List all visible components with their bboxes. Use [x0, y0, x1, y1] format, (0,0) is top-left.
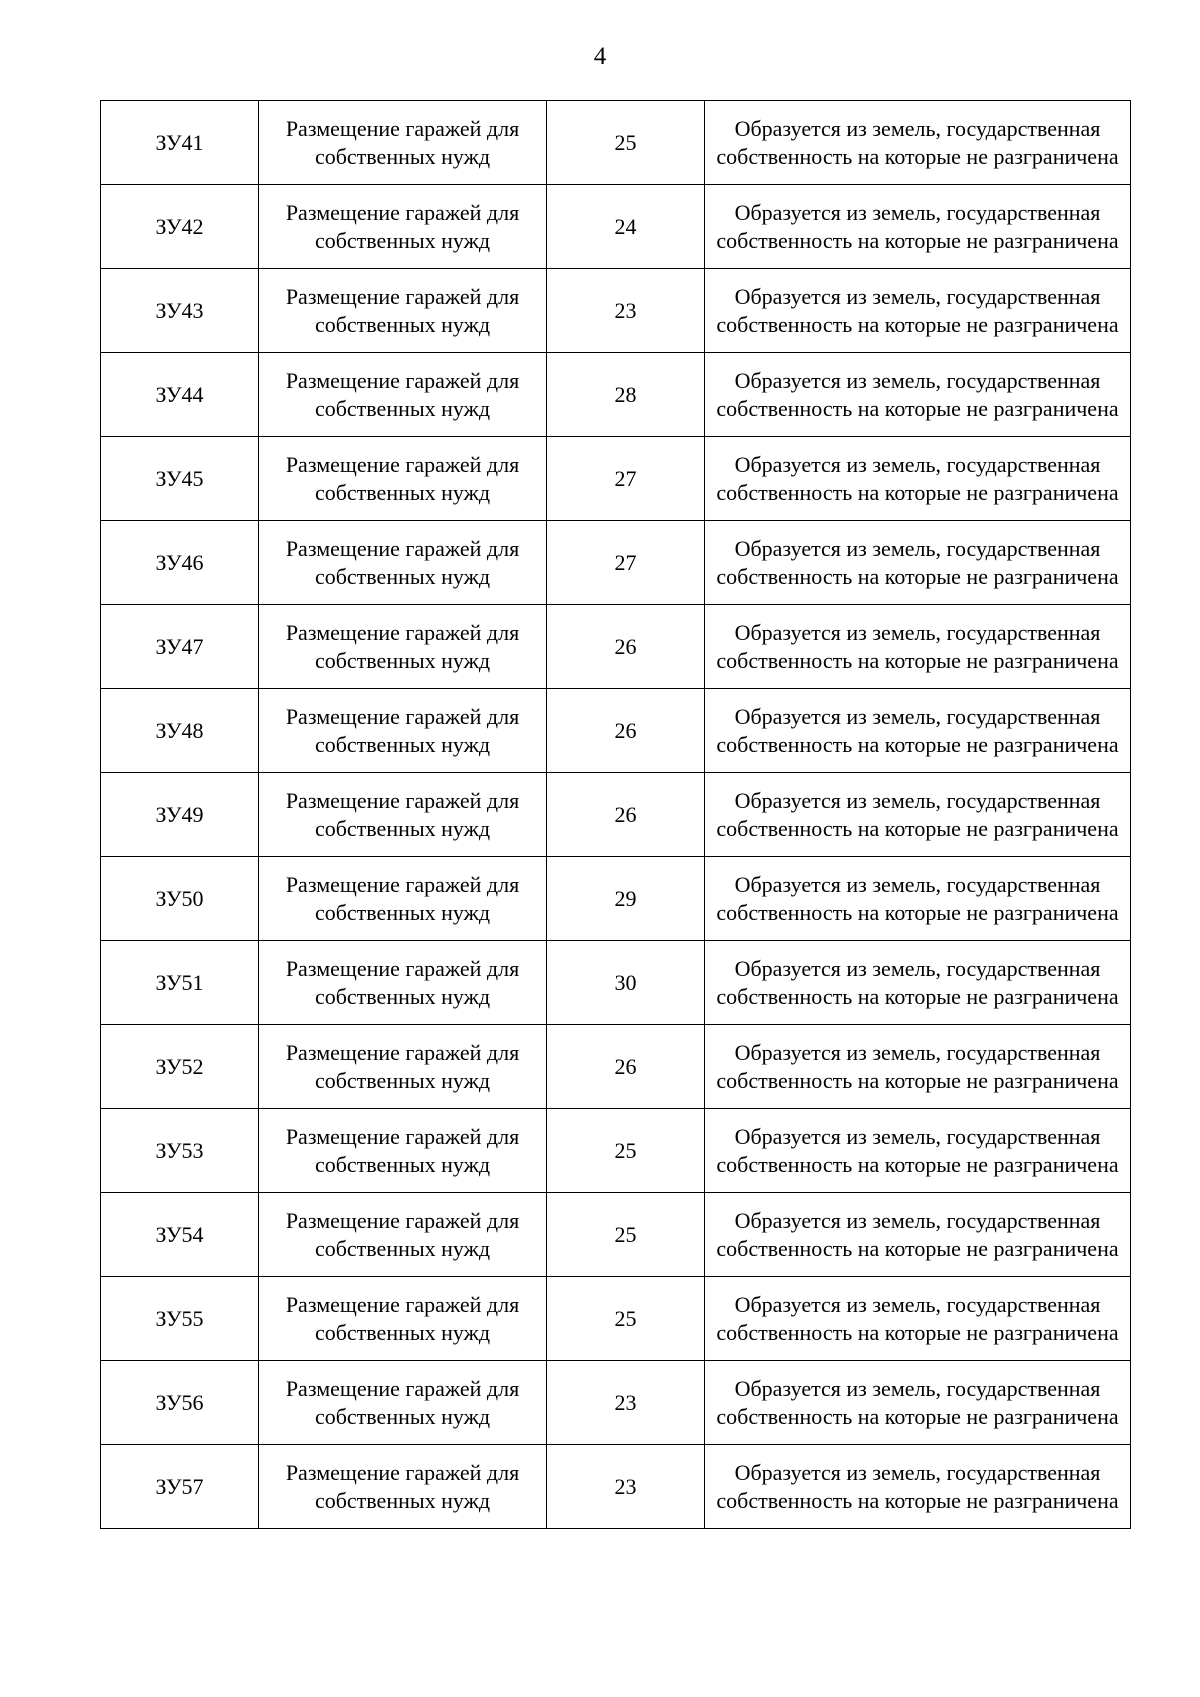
parcel-id-cell-text: ЗУ56 — [155, 1389, 204, 1415]
formation-source-cell-text: Образуется из земель, государственная собственность на которые не разграничена — [716, 619, 1119, 673]
permitted-use-cell-text: Размещение гаражей для собственных нужд — [285, 283, 520, 337]
permitted-use-cell — [259, 269, 547, 353]
permitted-use-cell — [259, 185, 547, 269]
area-cell — [547, 1193, 705, 1277]
land-parcels-table — [100, 100, 1131, 1529]
area-cell — [547, 1361, 705, 1445]
permitted-use-cell-text: Размещение гаражей для собственных нужд — [285, 1123, 520, 1177]
formation-source-cell-text: Образуется из земель, государственная собственность на которые не разграничена — [716, 1207, 1119, 1261]
formation-source-cell — [705, 857, 1131, 941]
parcel-id-cell — [101, 1445, 259, 1529]
permitted-use-cell-text: Размещение гаражей для собственных нужд — [285, 1291, 520, 1345]
parcel-id-cell — [101, 269, 259, 353]
formation-source-cell-text: Образуется из земель, государственная собственность на которые не разграничена — [716, 1123, 1119, 1177]
table-row — [101, 1109, 1131, 1193]
permitted-use-cell — [259, 857, 547, 941]
parcel-id-cell — [101, 689, 259, 773]
parcel-id-cell-text: ЗУ42 — [155, 213, 204, 239]
permitted-use-cell-text: Размещение гаражей для собственных нужд — [285, 787, 520, 841]
area-cell — [547, 437, 705, 521]
table-row — [101, 1277, 1131, 1361]
area-cell-text: 26 — [614, 801, 637, 827]
formation-source-cell — [705, 689, 1131, 773]
table-row — [101, 353, 1131, 437]
permitted-use-cell-text: Размещение гаражей для собственных нужд — [285, 451, 520, 505]
page-number: 4 — [593, 43, 607, 70]
area-cell-text: 25 — [614, 1221, 637, 1247]
permitted-use-cell-text: Размещение гаражей для собственных нужд — [285, 1039, 520, 1093]
area-cell-text: 26 — [614, 717, 637, 743]
parcel-id-cell — [101, 353, 259, 437]
formation-source-cell — [705, 1025, 1131, 1109]
area-cell — [547, 353, 705, 437]
permitted-use-cell — [259, 1193, 547, 1277]
area-cell-text: 26 — [614, 633, 637, 659]
formation-source-cell — [705, 1277, 1131, 1361]
parcel-id-cell-text: ЗУ44 — [155, 381, 204, 407]
area-cell — [547, 773, 705, 857]
parcel-id-cell — [101, 185, 259, 269]
table-row — [101, 605, 1131, 689]
parcel-id-cell — [101, 1193, 259, 1277]
formation-source-cell — [705, 185, 1131, 269]
parcel-id-cell-text: ЗУ45 — [155, 465, 204, 491]
parcel-id-cell-text: ЗУ47 — [155, 633, 204, 659]
area-cell-text: 27 — [614, 465, 637, 491]
area-cell-text: 23 — [614, 1389, 637, 1415]
permitted-use-cell-text: Размещение гаражей для собственных нужд — [285, 1207, 520, 1261]
permitted-use-cell-text: Размещение гаражей для собственных нужд — [285, 871, 520, 925]
parcel-id-cell-text: ЗУ53 — [155, 1137, 204, 1163]
area-cell — [547, 941, 705, 1025]
permitted-use-cell — [259, 689, 547, 773]
permitted-use-cell — [259, 1277, 547, 1361]
parcel-id-cell-text: ЗУ54 — [155, 1221, 204, 1247]
permitted-use-cell — [259, 1025, 547, 1109]
parcel-id-cell — [101, 437, 259, 521]
permitted-use-cell — [259, 1445, 547, 1529]
permitted-use-cell — [259, 437, 547, 521]
area-cell — [547, 185, 705, 269]
formation-source-cell-text: Образуется из земель, государственная собственность на которые не разграничена — [716, 703, 1119, 757]
permitted-use-cell — [259, 101, 547, 185]
area-cell-text: 27 — [614, 549, 637, 575]
area-cell-text: 29 — [614, 885, 637, 911]
permitted-use-cell-text: Размещение гаражей для собственных нужд — [285, 1375, 520, 1429]
area-cell — [547, 857, 705, 941]
area-cell-text: 30 — [614, 969, 637, 995]
formation-source-cell-text: Образуется из земель, государственная собственность на которые не разграничена — [716, 1375, 1119, 1429]
parcel-id-cell — [101, 941, 259, 1025]
formation-source-cell — [705, 353, 1131, 437]
area-cell — [547, 521, 705, 605]
table-row — [101, 857, 1131, 941]
area-cell-text: 26 — [614, 1053, 637, 1079]
parcel-id-cell — [101, 101, 259, 185]
formation-source-cell — [705, 1109, 1131, 1193]
formation-source-cell — [705, 773, 1131, 857]
parcel-id-cell-text: ЗУ57 — [155, 1473, 204, 1499]
formation-source-cell-text: Образуется из земель, государственная собственность на которые не разграничена — [716, 1459, 1119, 1513]
parcel-id-cell — [101, 773, 259, 857]
table-row — [101, 437, 1131, 521]
parcel-id-cell — [101, 521, 259, 605]
parcel-id-cell-text: ЗУ43 — [155, 297, 204, 323]
formation-source-cell-text: Образуется из земель, государственная собственность на которые не разграничена — [716, 535, 1119, 589]
permitted-use-cell-text: Размещение гаражей для собственных нужд — [285, 955, 520, 1009]
land-parcels-table-body — [101, 101, 1131, 1529]
table-row — [101, 101, 1131, 185]
formation-source-cell-text: Образуется из земель, государственная собственность на которые не разграничена — [716, 451, 1119, 505]
formation-source-cell — [705, 101, 1131, 185]
formation-source-cell — [705, 1445, 1131, 1529]
formation-source-cell — [705, 269, 1131, 353]
area-cell-text: 25 — [614, 129, 637, 155]
parcel-id-cell — [101, 605, 259, 689]
parcel-id-cell-text: ЗУ48 — [155, 717, 204, 743]
formation-source-cell — [705, 437, 1131, 521]
table-row — [101, 1361, 1131, 1445]
area-cell-text: 25 — [614, 1305, 637, 1331]
formation-source-cell-text: Образуется из земель, государственная собственность на которые не разграничена — [716, 283, 1119, 337]
parcel-id-cell — [101, 1109, 259, 1193]
permitted-use-cell — [259, 773, 547, 857]
parcel-id-cell-text: ЗУ51 — [155, 969, 204, 995]
formation-source-cell-text: Образуется из земель, государственная собственность на которые не разграничена — [716, 199, 1119, 253]
parcel-id-cell-text: ЗУ41 — [155, 129, 204, 155]
table-row — [101, 689, 1131, 773]
permitted-use-cell-text: Размещение гаражей для собственных нужд — [285, 703, 520, 757]
permitted-use-cell-text: Размещение гаражей для собственных нужд — [285, 1459, 520, 1513]
area-cell — [547, 689, 705, 773]
formation-source-cell — [705, 521, 1131, 605]
parcel-id-cell — [101, 1277, 259, 1361]
permitted-use-cell-text: Размещение гаражей для собственных нужд — [285, 199, 520, 253]
table-row — [101, 773, 1131, 857]
formation-source-cell — [705, 605, 1131, 689]
formation-source-cell — [705, 941, 1131, 1025]
formation-source-cell-text: Образуется из земель, государственная собственность на которые не разграничена — [716, 367, 1119, 421]
parcel-id-cell — [101, 857, 259, 941]
formation-source-cell-text: Образуется из земель, государственная собственность на которые не разграничена — [716, 787, 1119, 841]
area-cell — [547, 101, 705, 185]
area-cell-text: 23 — [614, 297, 637, 323]
permitted-use-cell — [259, 941, 547, 1025]
table-row — [101, 521, 1131, 605]
permitted-use-cell-text: Размещение гаражей для собственных нужд — [285, 115, 520, 169]
permitted-use-cell — [259, 353, 547, 437]
table-row — [101, 1445, 1131, 1529]
permitted-use-cell — [259, 1109, 547, 1193]
area-cell-text: 23 — [614, 1473, 637, 1499]
formation-source-cell-text: Образуется из земель, государственная собственность на которые не разграничена — [716, 115, 1119, 169]
table-row — [101, 1193, 1131, 1277]
table-row — [101, 941, 1131, 1025]
table-row — [101, 185, 1131, 269]
area-cell — [547, 269, 705, 353]
formation-source-cell — [705, 1361, 1131, 1445]
permitted-use-cell — [259, 1361, 547, 1445]
parcel-id-cell-text: ЗУ50 — [155, 885, 204, 911]
area-cell-text: 25 — [614, 1137, 637, 1163]
area-cell — [547, 1109, 705, 1193]
area-cell — [547, 1445, 705, 1529]
parcel-id-cell — [101, 1361, 259, 1445]
area-cell-text: 24 — [614, 213, 637, 239]
parcel-id-cell-text: ЗУ55 — [155, 1305, 204, 1331]
formation-source-cell-text: Образуется из земель, государственная собственность на которые не разграничена — [716, 871, 1119, 925]
permitted-use-cell-text: Размещение гаражей для собственных нужд — [285, 619, 520, 673]
parcel-id-cell-text: ЗУ52 — [155, 1053, 204, 1079]
parcel-id-cell — [101, 1025, 259, 1109]
parcel-id-cell-text: ЗУ49 — [155, 801, 204, 827]
formation-source-cell-text: Образуется из земель, государственная собственность на которые не разграничена — [716, 955, 1119, 1009]
formation-source-cell — [705, 1193, 1131, 1277]
permitted-use-cell — [259, 521, 547, 605]
area-cell — [547, 1277, 705, 1361]
parcel-id-cell-text: ЗУ46 — [155, 549, 204, 575]
area-cell — [547, 1025, 705, 1109]
permitted-use-cell-text: Размещение гаражей для собственных нужд — [285, 367, 520, 421]
table-row — [101, 1025, 1131, 1109]
area-cell-text: 28 — [614, 381, 637, 407]
permitted-use-cell — [259, 605, 547, 689]
table-row — [101, 269, 1131, 353]
permitted-use-cell-text: Размещение гаражей для собственных нужд — [285, 535, 520, 589]
formation-source-cell-text: Образуется из земель, государственная собственность на которые не разграничена — [716, 1291, 1119, 1345]
area-cell — [547, 605, 705, 689]
formation-source-cell-text: Образуется из земель, государственная собственность на которые не разграничена — [716, 1039, 1119, 1093]
